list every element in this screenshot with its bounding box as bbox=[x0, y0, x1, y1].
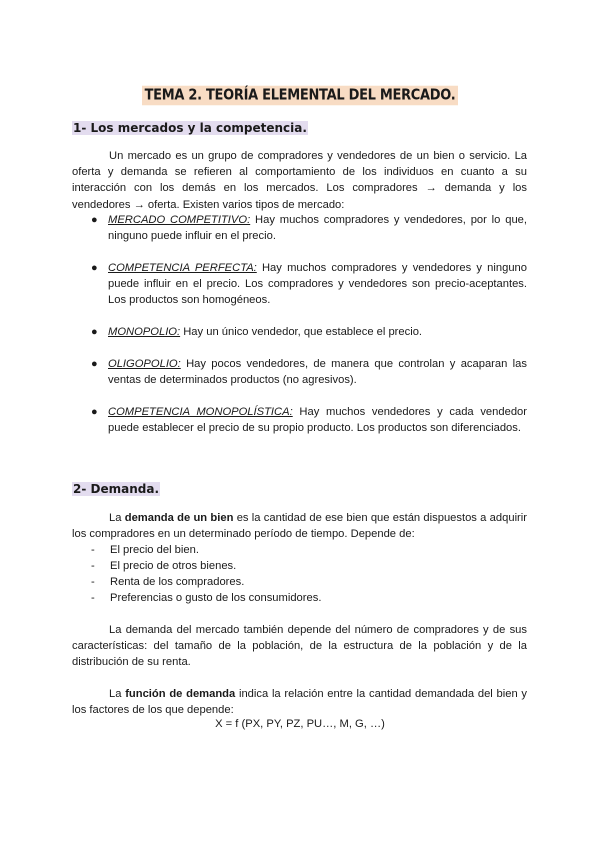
bullet-icon: ● bbox=[91, 214, 98, 226]
section-heading-mercados: 1- Los mercados y la competencia. bbox=[73, 121, 307, 135]
bullet-icon: ● bbox=[91, 262, 98, 274]
bullet-monopolio: ● MONOPOLIO: Hay un único vendedor, que establece el precio. bbox=[91, 324, 527, 340]
bullet-competencia-monopolistica: ● COMPETENCIA MONOPOLÍSTICA: Hay muchos vendedores y cada vendedor puede establecer el precio de su propio producto. Los productos son diferenciados. bbox=[91, 406, 527, 435]
title-text: TEMA 2. TEORÍA ELEMENTAL DEL MERCADO. bbox=[142, 86, 459, 106]
paragraph-demanda-mercado: La demanda del mercado también depende del número de compradores y de sus características: del tamaño de la población, de la estructura de la población y de la distribución de su renta. bbox=[72, 624, 527, 669]
section-heading-demanda: 2- Demanda. bbox=[73, 482, 159, 496]
paragraph-funcion-demanda: La función de demanda indica la relación entre la cantidad demandada del bien y los factores de los que depende: bbox=[72, 688, 527, 717]
factor-item: - Renta de los compradores. bbox=[91, 576, 245, 588]
bullet-icon: ● bbox=[91, 326, 98, 338]
bullet-icon: ● bbox=[91, 406, 98, 418]
demand-function-formula: X = f (PX, PY, PZ, PU…, M, G, …) bbox=[215, 718, 385, 730]
document-title bbox=[0, 86, 600, 104]
bullet-competencia-perfecta: ● COMPETENCIA PERFECTA: Hay muchos compradores y vendedores y ninguno puede influir en el precio. Los compradores y vendedores son precio-aceptantes. Los productos son homogéneos. bbox=[91, 262, 527, 307]
bullet-oligopolio: ● OLIGOPOLIO: Hay pocos vendedores, de manera que controlan y acaparan las ventas de determinados productos (no agresivos). bbox=[91, 358, 527, 387]
factor-item: - Preferencias o gusto de los consumidores. bbox=[91, 592, 322, 604]
paragraph-mercado-intro: Un mercado es un grupo de compradores y vendedores de un bien o servicio. La oferta y demanda se refieren al comportamiento de los individuos en cuanto a su interacción con los demás en los mercados. Los compradores → demanda y los vendedores → oferta. Existen varios tipos de mercado: bbox=[72, 150, 528, 211]
paragraph-demanda-definicion: La demanda de un bien es la cantidad de ese bien que están dispuestos a adquirir los compradores en un determinado período de tiempo. Depende de: bbox=[72, 512, 527, 541]
factor-item: - El precio de otros bienes. bbox=[91, 560, 237, 572]
bullet-icon: ● bbox=[91, 358, 98, 370]
bullet-mercado-competitivo: ● MERCADO COMPETITIVO: Hay muchos compradores y vendedores, por lo que, ninguno puede influir en el precio. bbox=[91, 214, 527, 243]
factor-item: - El precio del bien. bbox=[91, 544, 199, 556]
